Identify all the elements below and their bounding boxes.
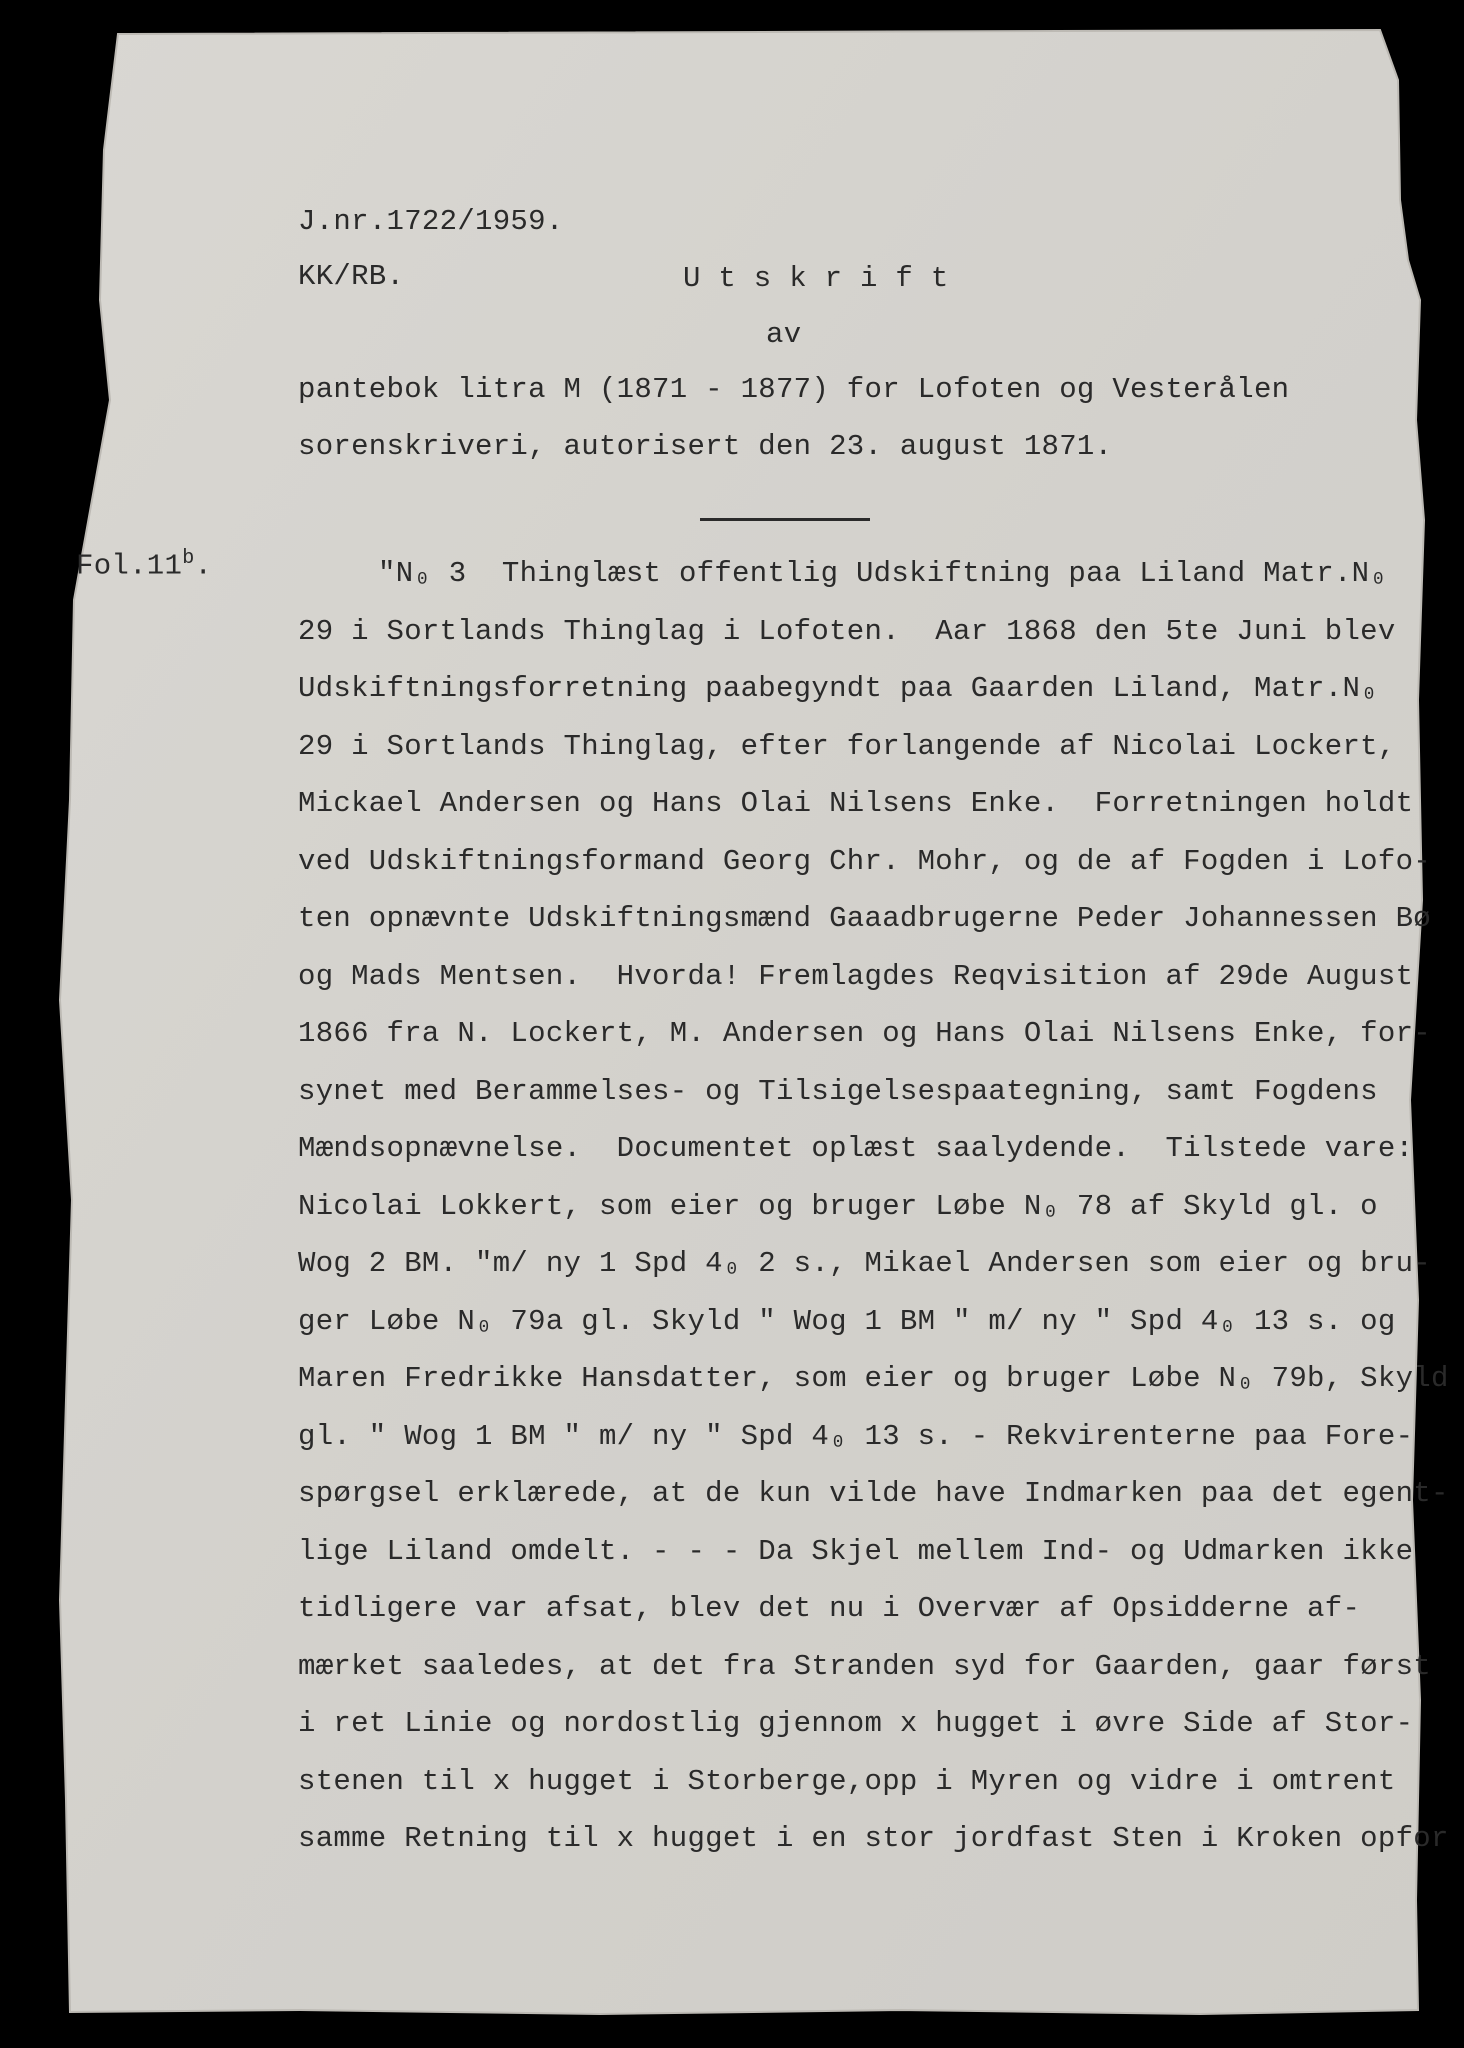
body-line: ten opnævnte Udskiftningsmænd Gaaadbrugerne Peder Johannessen Bø (298, 902, 1431, 935)
body-line: ved Udskiftningsformand Georg Chr. Mohr, og de af Fogden i Lofo- (298, 844, 1431, 878)
title-divider (700, 518, 870, 521)
initials: KK/RB. (298, 260, 405, 293)
subtitle-line-1: pantebok litra M (1871 - 1877) for Lofoten og Vesterålen (298, 373, 1290, 406)
body-line: 29 i Sortlands Thinglag i Lofoten. Aar 1868 den 5te Juni blev (298, 614, 1396, 648)
body-line: gl. " Wog 1 BM " m/ ny " Spd 4₀ 13 s. - Rekvirenterne paa Fore- (298, 1419, 1414, 1453)
body-line: stenen til x hugget i Storberge,opp i Myren og vidre i omtrent (298, 1764, 1396, 1798)
body-line: Nicolai Lokkert, som eier og bruger Løbe N₀ 78 af Skyld gl. o (298, 1189, 1378, 1223)
body-line: mærket saaledes, at det fra Stranden syd for Gaarden, gaar først (298, 1649, 1431, 1683)
body-line: Udskiftningsforretning paabegyndt paa Gaarden Liland, Matr.N₀ (298, 672, 1378, 705)
subtitle-line-2: sorenskriveri, autorisert den 23. august 1871. (298, 430, 1113, 463)
title-sub: av (766, 318, 802, 351)
body-line: Mickael Andersen og Hans Olai Nilsens Enke. Forretningen holdt (298, 787, 1414, 820)
document-title: Utskrift (683, 262, 967, 295)
body-text (298, 545, 1449, 1868)
body-line: lige Liland omdelt. - - - Da Skjel mellem Ind- og Udmarken ikke (298, 1534, 1414, 1568)
body-line: tidligere var afsat, blev det nu i Overvær af Opsidderne af- (298, 1592, 1361, 1625)
body-line: Wog 2 BM. "m/ ny 1 Spd 4₀ 2 s., Mikael Andersen som eier og bru- (298, 1247, 1431, 1280)
folio-label: Fol.11 (76, 549, 183, 583)
body-line: 1866 fra N. Lockert, M. Andersen og Hans Olai Nilsens Enke, for- (298, 1017, 1431, 1050)
body-line: Mændsopnævnelse. Documentet oplæst saalydende. Tilstede vare: (298, 1132, 1414, 1165)
folio-superscript: b (182, 547, 195, 570)
body-line: og Mads Mentsen. Hvorda! Fremlagdes Reqvisition af 29de August (298, 959, 1414, 993)
body-line: spørgsel erklærede, at de kun vilde have Indmarken paa det egent- (298, 1477, 1449, 1510)
journal-number: J.nr.1722/1959. (298, 205, 564, 238)
body-line: ger Løbe N₀ 79a gl. Skyld " Wog 1 BM " m/ ny " Spd 4₀ 13 s. og (298, 1304, 1396, 1338)
folio-dot: . (194, 549, 213, 583)
body-line: synet med Berammelses- og Tilsigelsespaategning, samt Fogdens (298, 1074, 1378, 1108)
body-line: samme Retning til x hugget i en stor jordfast Sten i Kroken opfor (298, 1822, 1449, 1855)
folio-reference (76, 547, 212, 583)
body-line: 29 i Sortlands Thinglag, efter forlangende af Nicolai Lockert, (298, 729, 1396, 763)
body-line: i ret Linie og nordostlig gjennom x hugget i øvre Side af Stor- (298, 1707, 1414, 1740)
body-line: Maren Fredrikke Hansdatter, som eier og bruger Løbe N₀ 79b, Skyld (298, 1362, 1449, 1395)
body-line: "N₀ 3 Thinglæst offentlig Udskiftning paa Liland Matr.N₀ (378, 557, 1388, 590)
